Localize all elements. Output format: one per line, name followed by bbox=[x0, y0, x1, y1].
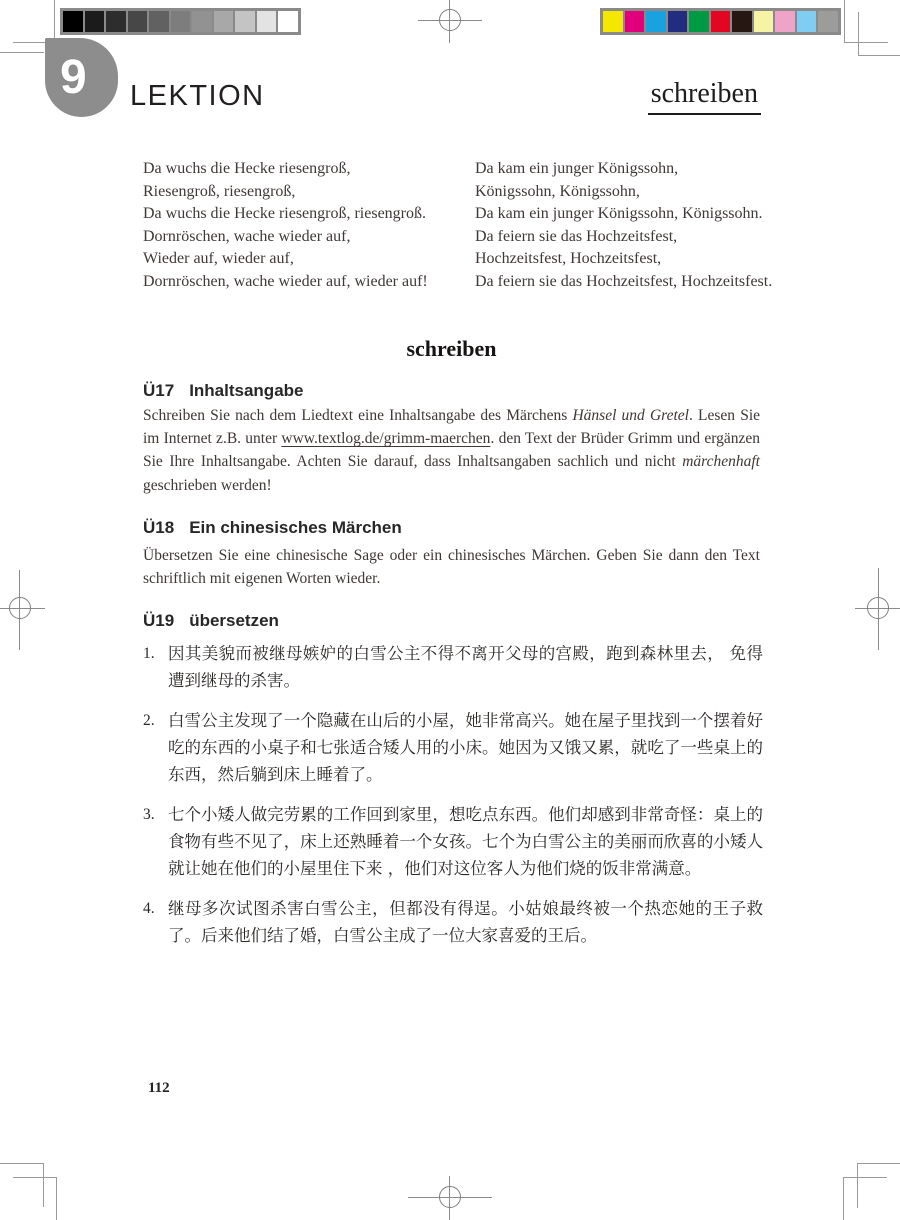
text-segment: Übersetzen Sie eine chinesische Sage oder ein chinesisches Märchen. Geben Sie dann den Text schriftlich mit eigenen Worten wieder. bbox=[143, 547, 760, 588]
exercise-18-id: Ü18 bbox=[143, 518, 175, 537]
crop-mark bbox=[43, 1163, 44, 1207]
url-text: www.textlog.de/grimm-maerchen bbox=[281, 430, 491, 448]
list-item bbox=[143, 707, 763, 788]
text-segment: geschrieben werden! bbox=[143, 476, 272, 494]
crop-mark bbox=[0, 52, 44, 53]
exercise-19-heading bbox=[143, 611, 279, 631]
poem-line: Dornröschen, wache wieder auf, bbox=[143, 227, 351, 245]
crop-mark bbox=[843, 1177, 844, 1220]
crop-mark bbox=[857, 1163, 900, 1164]
page-number: 112 bbox=[148, 1080, 170, 1096]
list-item bbox=[143, 801, 763, 882]
calibration-swatch bbox=[277, 10, 299, 33]
exercise-17-title: Inhaltsangabe bbox=[189, 381, 304, 400]
item-number: 1. bbox=[143, 645, 155, 662]
lesson-number: 9 bbox=[60, 51, 87, 104]
poem-line: Da feiern sie das Hochzeitsfest, Hochzeitsfest. bbox=[475, 272, 773, 290]
calibration-swatch bbox=[731, 10, 753, 33]
poem-left-column bbox=[143, 158, 428, 294]
section-heading: schreiben bbox=[406, 336, 497, 361]
lesson-number-badge bbox=[45, 38, 118, 117]
calibration-swatch bbox=[624, 10, 646, 33]
calibration-swatch bbox=[105, 10, 127, 33]
crop-mark bbox=[844, 42, 888, 43]
exercise-17-id: Ü17 bbox=[143, 381, 175, 400]
lesson-label: LEKTION bbox=[130, 80, 265, 112]
poem-right-column bbox=[475, 158, 772, 294]
calibration-swatch bbox=[84, 10, 106, 33]
crop-mark bbox=[858, 12, 859, 55]
calibration-swatch bbox=[645, 10, 667, 33]
list-item bbox=[143, 640, 763, 694]
exercise-19-item-list bbox=[143, 640, 763, 962]
calibration-swatch bbox=[256, 10, 278, 33]
poem-line: Da kam ein junger Königssohn, bbox=[475, 160, 679, 177]
text-segment: . Lesen Sie im Internet z.B. unter bbox=[143, 407, 761, 448]
exercise-18-heading bbox=[143, 518, 402, 538]
calibration-swatch bbox=[688, 10, 710, 33]
poem-line: Dornröschen, wache wieder auf, wieder auf! bbox=[143, 272, 428, 290]
color-calibration-bar bbox=[600, 8, 841, 35]
item-number: 2. bbox=[143, 712, 155, 729]
poem-line: Hochzeitsfest, Hochzeitsfest, bbox=[475, 250, 662, 268]
calibration-swatch bbox=[170, 10, 192, 33]
poem-line: Wieder auf, wieder auf, bbox=[143, 250, 294, 268]
poem-line: Da kam ein junger Königssohn, Königssohn. bbox=[475, 205, 763, 223]
item-text: 继母多次试图杀害白雪公主，但都没有得逞。小姑娘最终被一个热恋她的王子救了。后来他们结了婚，白雪公主成了一位大家喜爱的王后。 bbox=[168, 899, 763, 945]
crop-mark bbox=[56, 1177, 57, 1220]
item-number: 4. bbox=[143, 900, 155, 917]
exercise-19-id: Ü19 bbox=[143, 611, 175, 630]
exercise-17-paragraph bbox=[143, 404, 760, 497]
calibration-swatch bbox=[667, 10, 689, 33]
text-segment: märchenhaft bbox=[682, 453, 760, 471]
poem-line: Da wuchs die Hecke riesengroß, riesengroß. bbox=[143, 205, 427, 223]
calibration-swatch bbox=[774, 10, 796, 33]
exercise-18-title: Ein chinesisches Märchen bbox=[189, 518, 402, 537]
text-segment: . den Text der Brüder Grimm und ergänzen Sie Ihre Inhaltsangabe. Achten Sie darauf, dass Inhaltsangaben sachlich und nicht bbox=[143, 430, 761, 471]
exercise-17-heading bbox=[143, 381, 304, 401]
list-item bbox=[143, 895, 763, 949]
crop-mark bbox=[857, 1163, 858, 1208]
calibration-swatch bbox=[602, 10, 624, 33]
crop-mark bbox=[844, 0, 845, 43]
poem-line: Da feiern sie das Hochzeitsfest, bbox=[475, 227, 678, 245]
item-text: 七个小矮人做完劳累的工作回到家里，想吃点东西。他们却感到非常奇怪：桌上的食物有些不见了，床上还熟睡着一个女孩。七个为白雪公主的美丽而欣喜的小矮人就让她在他们的小屋里住下来 ，他们对这位客人为他们烧的饭非常满意。 bbox=[168, 805, 763, 878]
item-text: 因其美貌而被继母嫉妒的白雪公主不得不离开父母的宫殿，跑到森林里去， 免得遭到继母的杀害。 bbox=[168, 644, 763, 690]
text-segment: Hänsel und Gretel bbox=[572, 407, 689, 424]
crop-mark bbox=[858, 55, 900, 56]
calibration-swatch bbox=[148, 10, 170, 33]
crop-mark bbox=[843, 1177, 887, 1178]
calibration-swatch bbox=[796, 10, 818, 33]
text-segment: Schreiben Sie nach dem Liedtext eine Inhaltsangabe des Märchens bbox=[143, 407, 573, 424]
calibration-swatch bbox=[127, 10, 149, 33]
calibration-swatch bbox=[191, 10, 213, 33]
grayscale-calibration-bar bbox=[60, 8, 301, 35]
item-number: 3. bbox=[143, 806, 155, 823]
calibration-swatch bbox=[62, 10, 84, 33]
poem-line: Riesengroß, riesengroß, bbox=[143, 182, 296, 200]
exercise-19-title: übersetzen bbox=[189, 611, 279, 630]
crop-mark bbox=[13, 1177, 56, 1178]
calibration-swatch bbox=[817, 10, 839, 33]
calibration-swatch bbox=[710, 10, 732, 33]
calibration-swatch bbox=[213, 10, 235, 33]
calibration-swatch bbox=[753, 10, 775, 33]
item-text: 白雪公主发现了一个隐藏在山后的小屋，她非常高兴。她在屋子里找到一个摆着好吃的东西的小桌子和七张适合矮人用的小床。她因为又饿又累，就吃了一些桌上的东西，然后躺到床上睡着了。 bbox=[168, 711, 763, 784]
calibration-swatch bbox=[234, 10, 256, 33]
section-label-header: schreiben bbox=[648, 78, 761, 115]
exercise-18-paragraph bbox=[143, 544, 760, 590]
crop-mark bbox=[0, 1163, 43, 1164]
poem-line: Da wuchs die Hecke riesengroß, bbox=[143, 160, 351, 177]
poem-line: Königssohn, Königssohn, bbox=[475, 182, 640, 200]
